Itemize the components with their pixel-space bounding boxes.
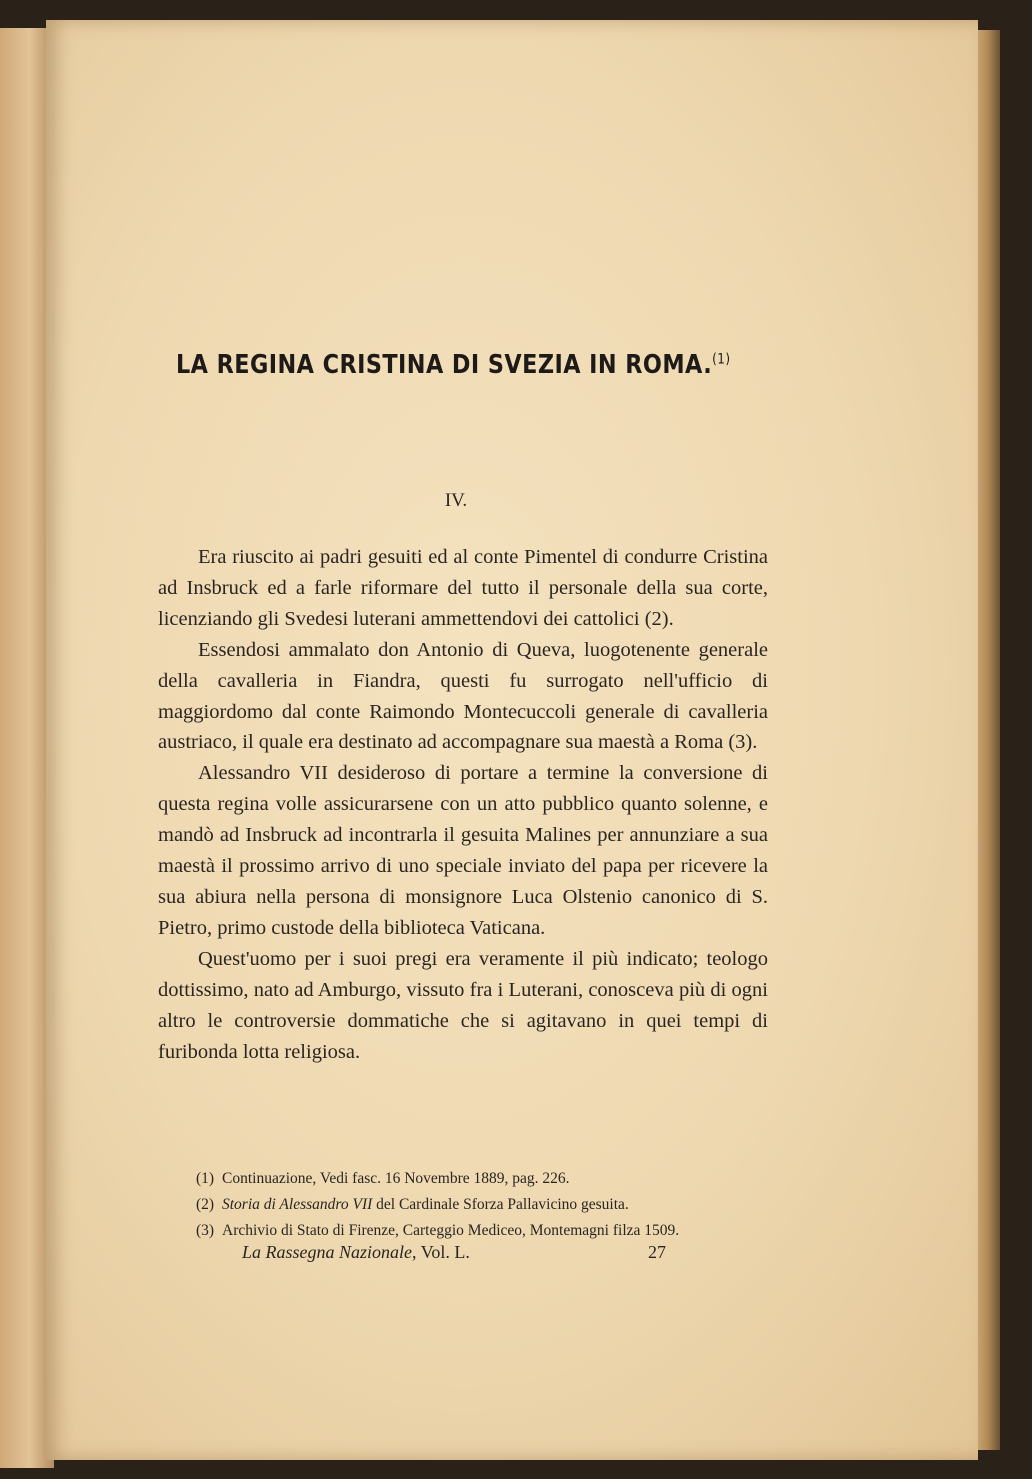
page-signature <box>242 1242 702 1263</box>
footnote-text: Archivio di Stato di Firenze, Carteggio Mediceo, Montemagni filza 1509. <box>222 1222 680 1239</box>
footnote-3 <box>196 1218 796 1244</box>
article-title-text: LA REGINA CRISTINA DI SVEZIA IN ROMA. <box>176 350 713 380</box>
book-page <box>46 20 978 1460</box>
footnote-number: (1) <box>196 1170 215 1187</box>
footnote-italic-title: Storia di Alessandro VII <box>222 1196 373 1213</box>
footnote-2 <box>196 1192 796 1218</box>
footnote-number: (2) <box>196 1196 215 1213</box>
footnotes <box>196 1166 796 1244</box>
footnote-text: Continuazione, Vedi fasc. 16 Novembre 1889, pag. 226. <box>222 1170 570 1187</box>
title-footnote-marker: (1) <box>712 351 731 368</box>
journal-name: La Rassegna Nazionale <box>242 1242 413 1262</box>
paragraph-1: Era riuscito ai padri gesuiti ed al conte Pimentel di condurre Cristina ad Insbruck ed a farle riformare del tutto il personale della sua corte, licenziando gli Svedesi luterani ammettendovi dei cattolici (2). <box>158 546 768 630</box>
paragraph-2: Essendosi ammalato don Antonio di Queva, luogotenente generale della cavalleria in Fiandra, questi fu surrogato nell'ufficio di maggiordomo dal conte Raimondo Montecuccoli generale di cavalleria austriaco, il quale era destinato ad accompagnare sua maestà a Roma (3). <box>158 638 768 754</box>
article-title <box>176 350 731 380</box>
footnote-text: del Cardinale Sforza Pallavicino gesuita. <box>372 1196 629 1213</box>
page-number: 27 <box>648 1242 666 1262</box>
journal-volume: , Vol. L. <box>412 1242 470 1262</box>
paragraph-4: Quest'uomo per i suoi pregi era veramente il più indicato; teologo dottissimo, nato ad Amburgo, vissuto fra i Luterani, conosceva più di ogni altro le controversie dommatiche che si agitavano in quei tempi di furibonda lotta religiosa. <box>158 947 768 1063</box>
footnote-number: (3) <box>196 1222 215 1239</box>
section-number: IV. <box>444 490 468 511</box>
paragraph-3: Alessandro VII desideroso di portare a termine la conversione di questa regina volle assicurarsene con un atto pubblico quanto solenne, e mandò ad Insbruck ad incontrarla il gesuita Malines per annunziare a sua maestà il prossimo arrivo di uno speciale inviato del papa per ricevere la sua abiura nella persona di monsignore Luca Olstenio canonico di S. Pietro, primo custode della biblioteca Vaticana. <box>158 762 768 939</box>
footnote-1 <box>196 1166 796 1192</box>
body-text <box>158 542 768 1067</box>
